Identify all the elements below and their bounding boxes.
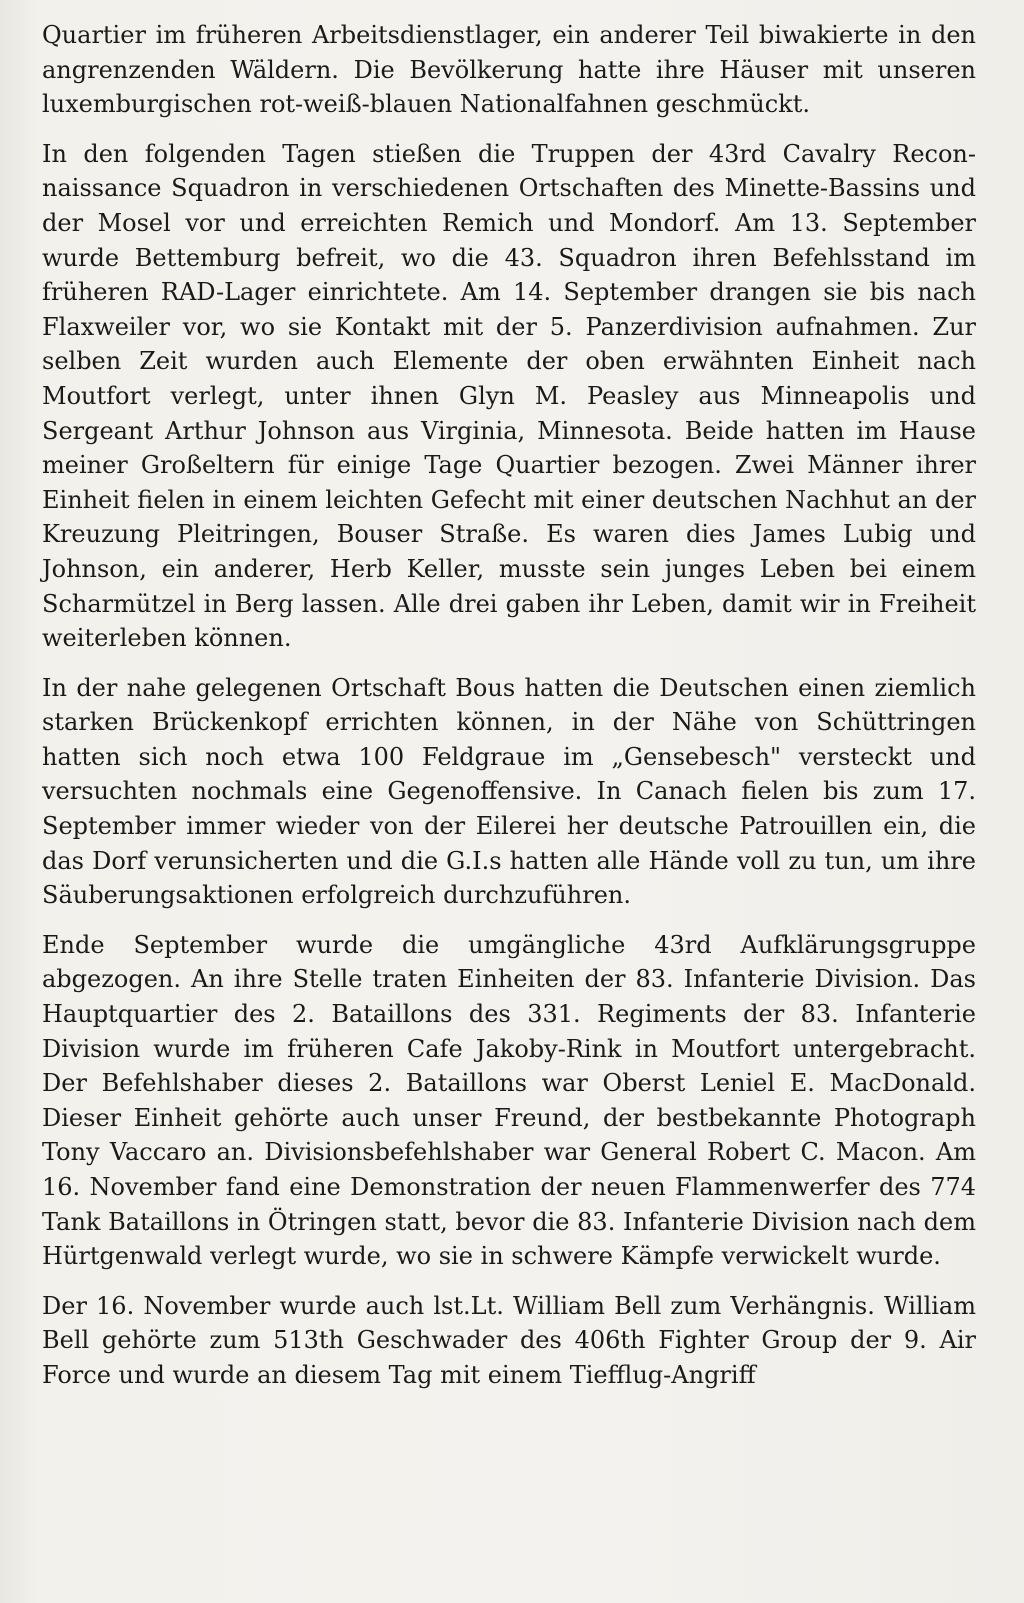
paragraph-83rd-division: Ende September wurde die umgängliche 43rd Aufklärungsgruppe abgezogen. An ihre Stelle traten Einheiten der 83. Infanterie Division. Das Hauptquartier des 2. Bataillons des 331. Regiments der 83. Infanterie Division wurde im früheren Cafe Jakoby-Rink in Moutfort untergebracht. Der Befehlshaber dieses 2. Bataillons war Oberst Leniel E. MacDonald. Dieser Einheit gehörte auch unser Freund, der bestbekannte Photograph Tony Vaccaro an. Divisionsbefehlshaber war General Robert C. Macon. Am 16. November fand eine Demonstration der neuen Flammenwerfer des 774 Tank Bataillons in Ötringen statt, bevor die 83. Infanterie Division nach dem Hürtgenwald verlegt wurde, wo sie in schwere Kämpfe verwickelt wurde. (42, 930, 976, 1271)
body-text (42, 18, 976, 1393)
paragraph-william-bell: Der 16. November wurde auch lst.Lt. William Bell zum Verhängnis. William Bell gehörte zum 513th Geschwader des 406th Fighter Group der 9. Air Force und wurde an diesem Tag mit einem Tiefflug-Angriff (42, 1291, 976, 1389)
paragraph-bous-bridgehead: In der nahe gelegenen Ortschaft Bous hatten die Deutschen einen ziemlich starken Brückenkopf errichten können, in der Nähe von Schüttringen hatten sich noch etwa 100 Feldgraue im „Gensebesch" versteckt und versuchten nochmals eine Gegenoffensive. In Canach fielen bis zum 17. September immer wieder von der Eilerei her deutsche Patrouillen ein, die das Dorf verunsicherten und die G.I.s hatten alle Hände voll zu tun, um ihre Säuberungsaktionen erfolgreich durchzuführen. (42, 673, 976, 910)
paragraph-quarters: Quartier im früheren Arbeitsdienstlager, ein anderer Teil biwakierte in den angrenzenden Wäldern. Die Bevölkerung hatte ihre Häuser mit unseren luxemburgischen rot-weiß-blauen Nationalfahnen geschmückt. (42, 21, 976, 119)
paragraph-cavalry-advance: In den folgenden Tagen stießen die Truppen der 43rd Cavalry Reconnaissance Squadron in verschiedenen Ortschaften des Minette-Bassins und der Mosel vor und erreichten Remich und Mondorf. Am 13. September wurde Bettemburg befreit, wo die 43. Squadron ihren Befehlsstand im früheren RAD-Lager einrichtete. Am 14. September drangen sie bis nach Flaxweiler vor, wo sie Kontakt mit der 5. Panzerdivision aufnahmen. Zur selben Zeit wurden auch Elemente der oben erwähnten Einheit nach Moutfort verlegt, unter ihnen Glyn M. Peasley aus Minneapolis und Sergeant Arthur Johnson aus Virginia, Minnesota. Beide hatten im Hause meiner Großeltern für einige Tage Quartier bezogen. Zwei Männer ihrer Einheit fielen in einem leichten Gefecht mit einer deutschen Nachhut an der Kreuzung Pleitringen, Bouser Straße. Es waren dies James Lubig und Johnson, ein anderer, Herb Keller, musste sein junges Leben bei einem Scharmützel in Berg lassen. Alle drei gaben ihr Leben, damit wir in Freiheit weiterleben können. (42, 139, 976, 653)
